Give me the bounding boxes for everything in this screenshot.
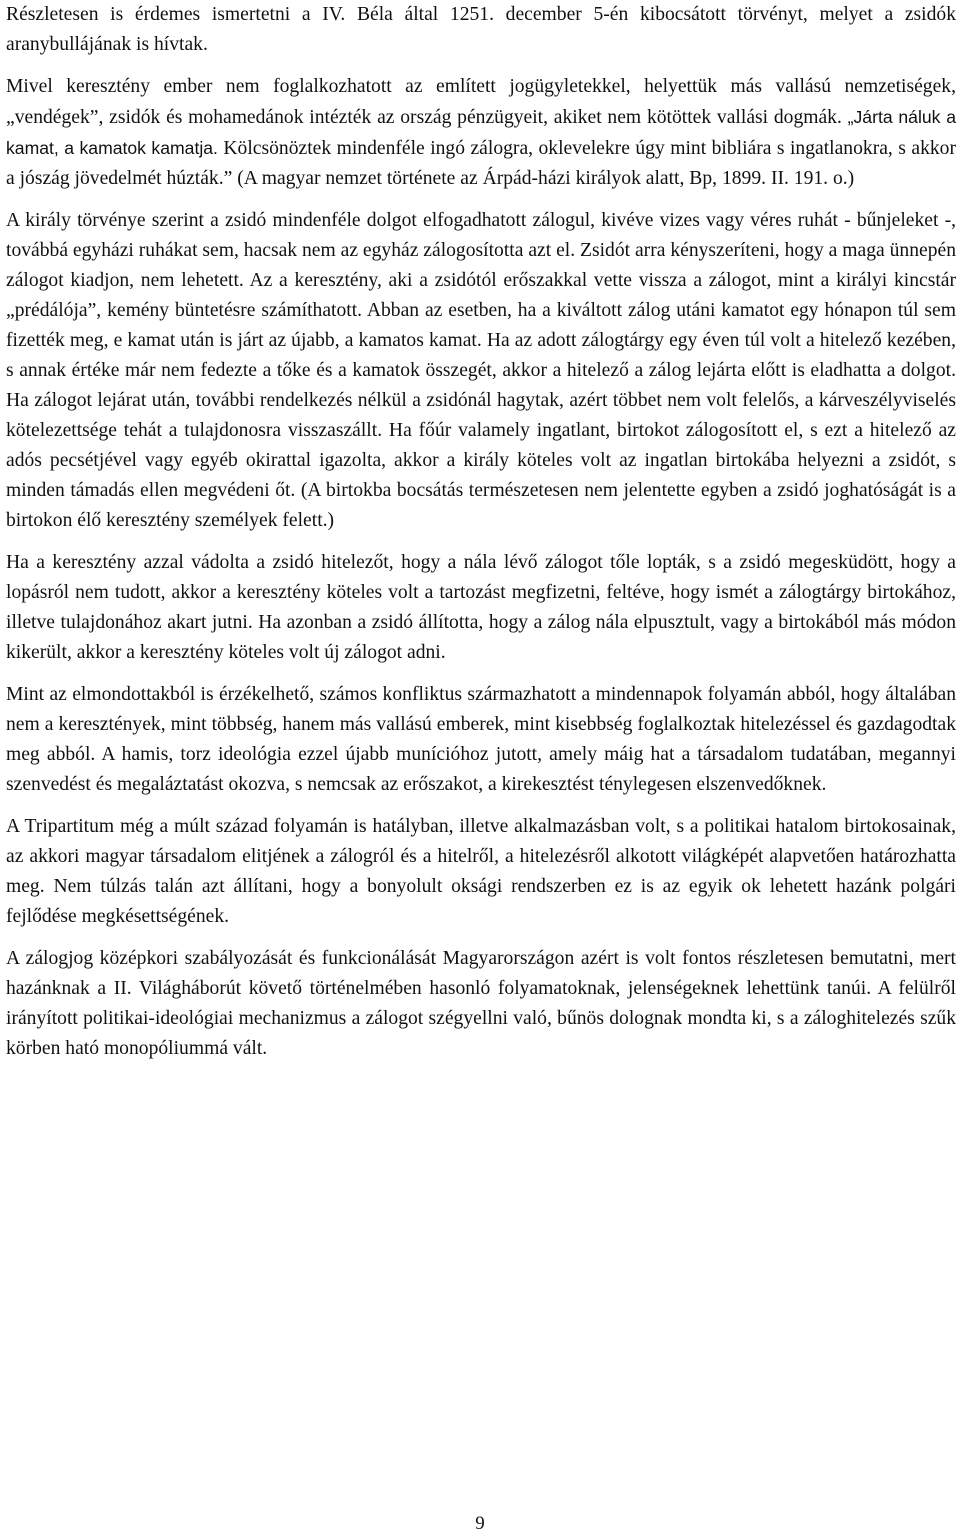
paragraph-2-text-a: Mivel keresztény ember nem foglalkozhatott az említett jogügyletekkel, helyettük más vallású nemzetiségek, „vendégek”, zsidók és mohamedánok intézték az ország pénzügyeit, akiket nem kötöttek vallási dogmák. (6, 76, 956, 128)
paragraph-2-text-b: Kölcsönöztek mindenféle ingó zálogra, oklevelekre úgy mint bibliára s ingatlanokra, s akkor a jószág jövedelmét húzták.” (A magyar nemzet története az Árpád-házi királyok alatt, Bp, 1899. II. 191. o.) (6, 138, 956, 189)
paragraph-6 (6, 812, 956, 932)
document-body (6, 0, 956, 1076)
paragraph-2-quote: „Járta náluk a kamat, a kamatok kamatja. (6, 107, 956, 158)
paragraph-4-text: Ha a keresztény azzal vádolta a zsidó hitelezőt, hogy a nála lévő zálogot tőle lopták, s a zsidó megesküdött, hogy a lopásról nem tudott, akkor a keresztény köteles volt a tartozást megfizetni, feltéve, hogy ismét a zálogtárgy birtokához, illetve tulajdonához akart jutni. Ha azonban a zsidó állította, hogy a zálog nála elpusztult, vagy a birtokából más módon kikerült, akkor a keresztény köteles volt új zálogot adni. (6, 552, 956, 663)
paragraph-5-text: Mint az elmondottakból is érzékelhető, számos konfliktus származhatott a mindennapok folyamán abból, hogy általában nem a keresztények, mint többség, hanem más vallású emberek, mint kisebbség foglalkoztak hitelezéssel és gazdagodtak meg abból. A hamis, torz ideológia ezzel újabb munícióhoz jutott, amely máig hat a társadalom tudatában, megannyi szenvedést és megaláztatást okozva, s nemcsak az erőszakot, a kirekesztést ténylegesen elszenvedőknek. (6, 684, 956, 795)
paragraph-1 (6, 0, 956, 60)
paragraph-4 (6, 548, 956, 668)
page-number: 9 (475, 1513, 485, 1534)
paragraph-5 (6, 680, 956, 800)
paragraph-3 (6, 206, 956, 536)
paragraph-6-text: A Tripartitum még a múlt század folyamán is hatályban, illetve alkalmazásban volt, s a politikai hatalom birtokosainak, az akkori magyar társadalom elitjének a zálogról és a hitelről, a hitelezésről alkotott világképét alapvetően határozhatta meg. Nem túlzás talán azt állítani, hogy a bonyolult oksági rendszerben ez is az egyik ok lehetett hazánk polgári fejlődése megkésettségének. (6, 816, 956, 927)
paragraph-7-text: A zálogjog középkori szabályozását és funkcionálását Magyarországon azért is volt fontos részletesen bemutatni, mert hazánknak a II. Világháborút követő történelmében hasonló folyamatoknak, jelenségeknek lehettünk tanúi. A felülről irányított politikai-ideológiai mechanizmus a zálogot szégyellni való, bűnös dolognak mondta ki, s a záloghitelezés szűk körben ható monopóliummá vált. (6, 948, 956, 1059)
paragraph-2 (6, 72, 956, 194)
paragraph-7 (6, 944, 956, 1064)
paragraph-3-text: A király törvénye szerint a zsidó mindenféle dolgot elfogadhatott zálogul, kivéve vizes vagy véres ruhát - bűnjeleket -, továbbá egyházi ruhákat sem, hacsak nem az egyház zálogosította azt el. Zsidót arra kényszeríteni, hogy a maga ünnepén zálogot kiadjon, nem lehetett. Az a keresztény, aki a zsidótól erőszakkal vette vissza a zálogot, mint a királyi kincstár „prédálója”, kemény büntetésre számíthatott. Abban az esetben, ha a kiváltott zálog utáni kamatot egy hónapon túl sem fizették meg, e kamat után is járt az újabb, a kamatos kamat. Ha az adott zálogtárgy egy éven túl volt a hitelező kezében, s annak értéke már nem fedezte a tőke és a kamatok összegét, akkor a hitelező a zálog lejárta előtt is eladhatta a dolgot. Ha zálogot lejárat után, további rendelkezés nélkül a zsidónál hagytak, azért többet nem volt felelős, a kárveszélyviselés kötelezettsége tehát a tulajdonosra visszaszállt. Ha főúr valamely ingatlant, birtokot zálogosított el, s ezt a hitelező az adós pecsétjével vagy egyéb okirattal igazolta, akkor a király köteles volt az ingatlan birtokába helyezni a zsidót, s minden támadás ellen megvédeni őt. (A birtokba bocsátás természetesen nem jelentette egyben a zsidó joghatóságát is a birtokon élő keresztény személyek felett.) (6, 210, 956, 531)
paragraph-1-text: Részletesen is érdemes ismertetni a IV. Béla által 1251. december 5-én kibocsátott törvényt, melyet a zsidók aranybullájának is hívtak. (6, 4, 956, 55)
